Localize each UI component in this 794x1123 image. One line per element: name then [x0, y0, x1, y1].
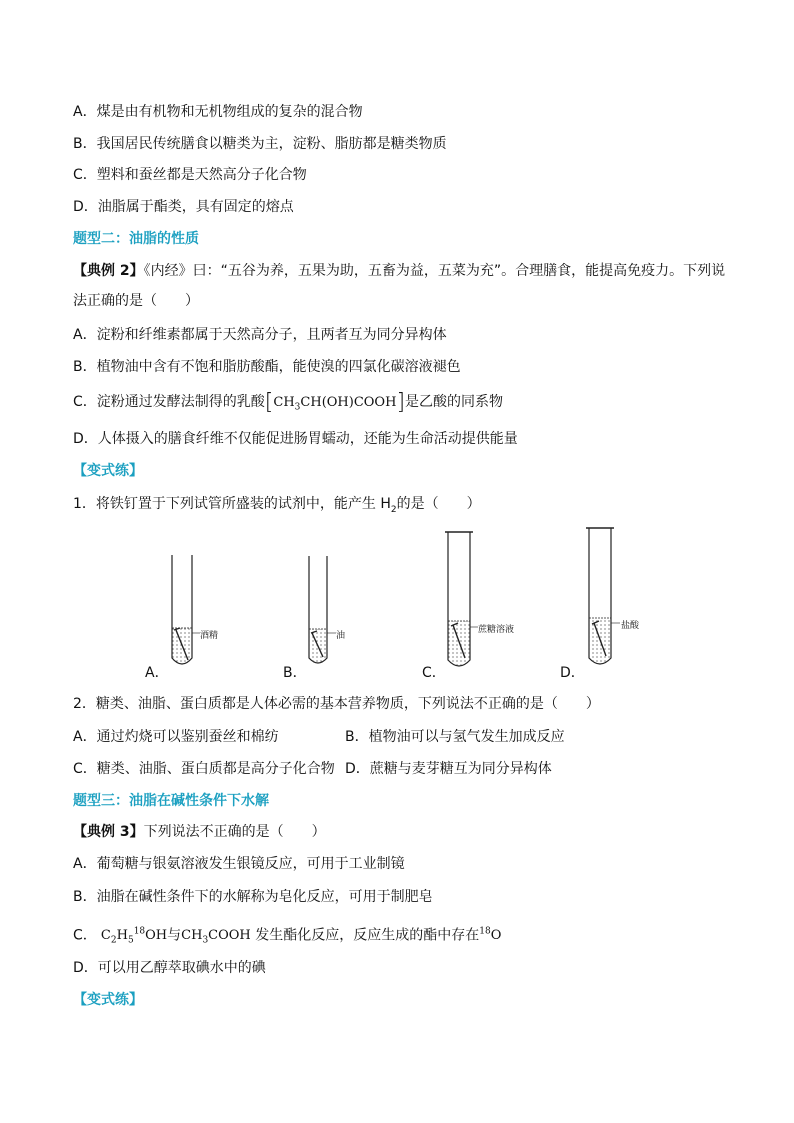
tube-a-reagent: 酒精	[200, 631, 219, 641]
question-1-stem: 1．将铁钉置于下列试管所盛装的试剂中，能产生 $H_2$的是（ ）	[73, 496, 481, 515]
tube-b-reagent: 油	[336, 631, 346, 641]
example-2-option-c-pre: C．淀粉通过发酵法制得的乳酸	[73, 394, 265, 410]
example-2-stem-line1: 《内经》曰：“五谷为养，五果为助，五畜为益，五菜为充”。合理膳食，能提高免疫力。下列说	[143, 263, 726, 279]
example-3-stem	[73, 822, 326, 842]
lactic-acid-formula: $CH_3CH(OH)COOH$	[273, 395, 397, 413]
test-tube-d	[586, 528, 620, 664]
example-2-option-c	[73, 392, 503, 418]
practice-tag-1: 【变式练】	[73, 463, 143, 479]
tube-d-reagent: 盐酸	[621, 621, 640, 631]
test-tube-c	[445, 532, 478, 666]
tube-d-label: D．	[560, 665, 585, 681]
example-3-tag: 【典例 3】	[73, 824, 144, 840]
acetic-acid-formula: $CH_3COOH$	[181, 928, 251, 946]
example-2-option-d: D．人体摄入的膳食纤维不仅能促进肠胃蠕动，还能为生命活动提供能量	[73, 431, 518, 447]
question-2-option-b: B．植物油可以与氢气发生加成反应	[345, 729, 565, 745]
example-2-option-a: A．淀粉和纤维素都属于天然高分子，且两者互为同分异构体	[73, 327, 447, 343]
left-bracket-icon: [	[264, 390, 274, 415]
practice-tag-2: 【变式练】	[73, 992, 143, 1008]
example-2-tag: 【典例 2】	[73, 263, 144, 279]
test-tube-a	[172, 555, 200, 665]
right-bracket-icon: ]	[396, 390, 406, 415]
example-2-option-b: B．植物油中含有不饱和脂肪酸酯，能使溴的四氯化碳溶液褪色	[73, 359, 461, 375]
oxygen-18-formula: $^{18}$O	[479, 927, 502, 944]
tube-a-label: A．	[145, 665, 169, 681]
question-2-stem: 2．糖类、油脂、蛋白质都是人体必需的基本营养物质，下列说法不正确的是（ ）	[73, 696, 600, 712]
prev-option-b: B．我国居民传统膳食以糖类为主，淀粉、脂肪都是糖类物质	[73, 136, 447, 152]
ethanol-18-formula: $C_2H_5^{18}OH$	[100, 927, 168, 946]
example-3-stem-text: 下列说法不正确的是（ ）	[143, 824, 326, 840]
example-3-option-a: A．葡萄糖与银氨溶液发生银镜反应，可用于工业制镜	[73, 856, 405, 872]
example-2-stem	[73, 261, 725, 281]
test-tubes-svg	[140, 520, 660, 685]
example-2-stem-line2: 法正确的是（ ）	[73, 293, 199, 309]
example-3-option-b: B．油脂在碱性条件下的水解称为皂化反应，可用于制肥皂	[73, 889, 433, 905]
example-3-option-d: D．可以用乙醇萃取碘水中的碘	[73, 960, 266, 976]
example-3-option-c: C． $C_2H_5^{18}OH$与$CH_3COOH$ 发生酯化反应，反应生成的酯中存在$^{18}$O	[73, 927, 502, 946]
question-2-option-c: C．糖类、油脂、蛋白质都是高分子化合物	[73, 761, 335, 777]
section-title-3: 题型三：油脂在碱性条件下水解	[73, 793, 269, 809]
test-tubes-figure	[140, 520, 660, 685]
prev-option-c: C．塑料和蚕丝都是天然高分子化合物	[73, 167, 307, 183]
question-2-option-d: D．蔗糖与麦芽糖互为同分异构体	[345, 761, 552, 777]
question-2-option-a: A．通过灼烧可以鉴别蚕丝和棉纺	[73, 729, 279, 745]
prev-option-d: D．油脂属于酯类，具有固定的熔点	[73, 199, 294, 215]
example-2-option-c-post: 是乙酸的同系物	[405, 394, 504, 410]
test-tube-b	[309, 556, 336, 663]
tube-c-label: C．	[422, 665, 446, 681]
prev-option-a: A．煤是由有机物和无机物组成的复杂的混合物	[73, 104, 363, 120]
tube-b-label: B．	[283, 665, 307, 681]
tube-c-reagent: 蔗糖溶液	[478, 625, 515, 635]
section-title-2: 题型二：油脂的性质	[73, 231, 199, 247]
